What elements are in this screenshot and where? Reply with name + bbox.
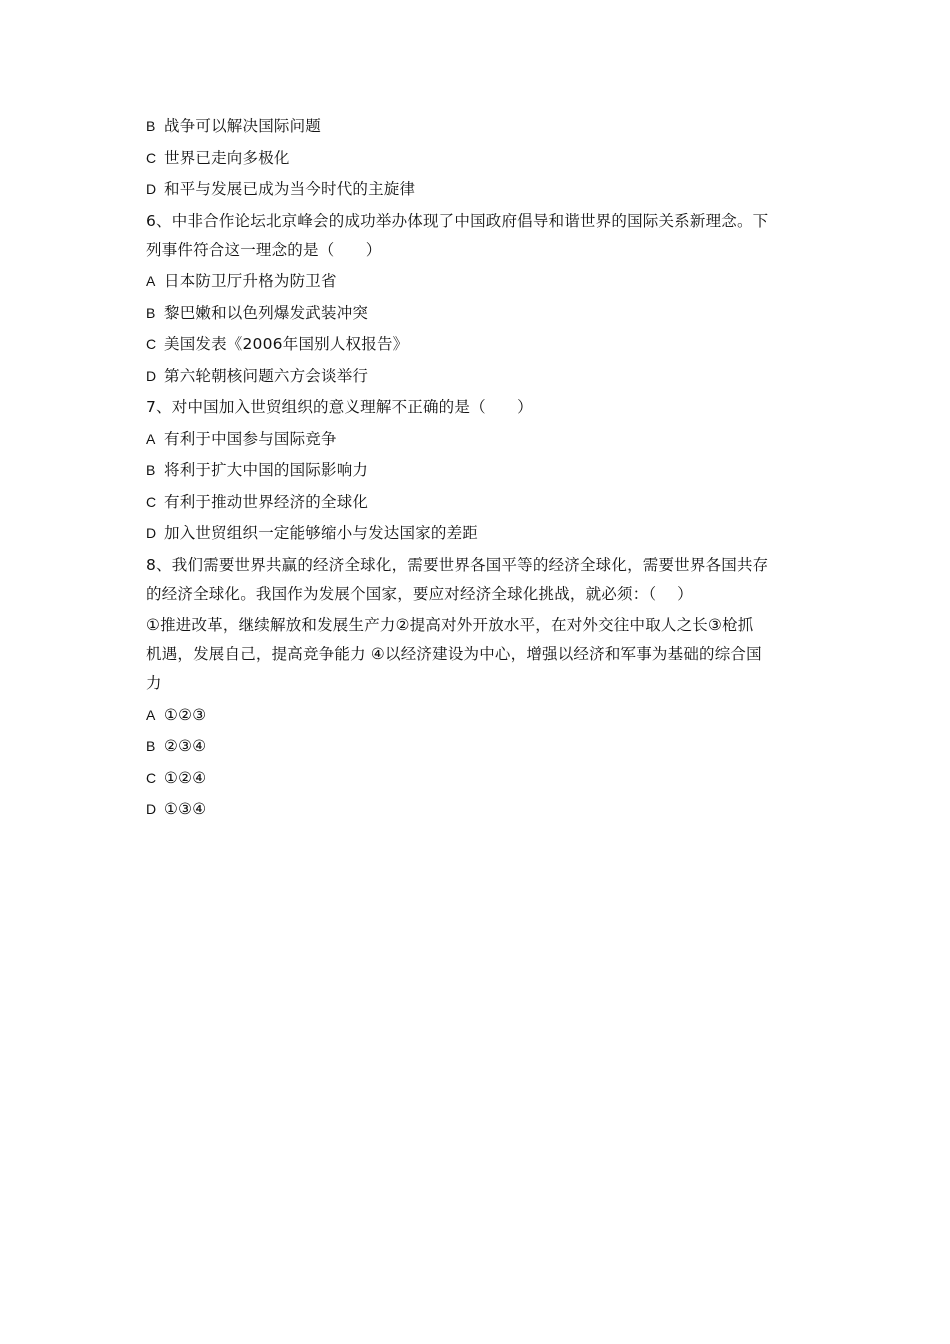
option-letter: C <box>146 769 157 786</box>
question-8-statements <box>146 611 811 698</box>
question-6-option-c <box>146 330 811 359</box>
option-letter: A <box>146 706 156 723</box>
question-8-statement-line: ①推进改革，继续解放和发展生产力②提高对外开放水平，在对外交往中取人之长③枪抓 <box>146 616 754 634</box>
option-c-prev <box>146 144 811 173</box>
document-content <box>146 112 811 827</box>
option-text: 战争可以解决国际问题 <box>164 117 322 135</box>
question-7-option-b <box>146 456 811 485</box>
option-letter: D <box>146 525 157 541</box>
option-letter: C <box>146 336 157 352</box>
option-text: 日本防卫厅升格为防卫省 <box>164 272 337 290</box>
option-letter: B <box>146 462 156 478</box>
option-text: 美国发表《2006年国别人权报告》 <box>164 335 409 353</box>
question-8-option-d <box>146 795 811 824</box>
option-letter: D <box>146 181 157 197</box>
option-d-prev <box>146 175 811 204</box>
question-6-option-b <box>146 299 811 328</box>
question-7-option-d <box>146 519 811 548</box>
option-letter: A <box>146 430 156 447</box>
option-text: 世界已走向多极化 <box>164 148 290 167</box>
question-8-option-c <box>146 764 811 793</box>
option-text: ①②④ <box>164 768 207 787</box>
option-letter: C <box>146 493 157 510</box>
option-letter: B <box>146 738 156 754</box>
question-8-option-a <box>146 701 811 730</box>
question-8-statement-line: 力 <box>146 674 162 692</box>
option-text: ①②③ <box>164 705 207 724</box>
option-b-prev <box>146 112 811 141</box>
question-6-stem <box>146 207 811 265</box>
question-6-option-a <box>146 267 811 296</box>
option-text: 第六轮朝核问题六方会谈举行 <box>164 366 369 385</box>
option-letter: D <box>146 367 157 384</box>
question-8-stem <box>146 551 811 609</box>
question-7-option-c <box>146 488 811 517</box>
option-letter: B <box>146 118 156 134</box>
option-letter: C <box>146 149 157 166</box>
question-7-stem: 7、对中国加入世贸组织的意义理解不正确的是（ ） <box>146 398 533 416</box>
option-letter: B <box>146 304 156 321</box>
option-text: 和平与发展已成为当今时代的主旋律 <box>164 180 416 198</box>
option-text: 有利于推动世界经济的全球化 <box>164 492 369 511</box>
question-8-stem-line: 的经济全球化。我国作为发展个国家，要应对经济全球化挑战，就必须：（ ） <box>146 584 693 603</box>
option-text: ①③④ <box>164 800 207 818</box>
option-text: 加入世贸组织一定能够缩小与发达国家的差距 <box>164 524 479 542</box>
option-text: 将利于扩大中国的国际影响力 <box>164 461 369 479</box>
question-8-stem-line: 8、我们需要世界共赢的经济全球化，需要世界各国平等的经济全球化，需要世界各国共存 <box>146 555 769 574</box>
question-6-option-d <box>146 362 811 391</box>
question-7-option-a <box>146 425 811 454</box>
question-6-stem-line: 6、中非合作论坛北京峰会的成功举办体现了中国政府倡导和谐世界的国际关系新理念。下 <box>146 211 769 230</box>
option-letter: D <box>146 801 157 817</box>
option-text: 有利于中国参与国际竞争 <box>164 429 337 448</box>
option-text: ②③④ <box>164 737 207 755</box>
question-8-option-b <box>146 732 811 761</box>
question-8-statement-line: 机遇，发展自己，提高竞争能力 ④以经济建设为中心，增强以经济和军事为基础的综合国 <box>146 645 762 663</box>
option-text: 黎巴嫩和以色列爆发武装冲突 <box>164 303 369 322</box>
option-letter: A <box>146 273 156 289</box>
question-6-stem-line: 列事件符合这一理念的是（ ） <box>146 240 382 259</box>
